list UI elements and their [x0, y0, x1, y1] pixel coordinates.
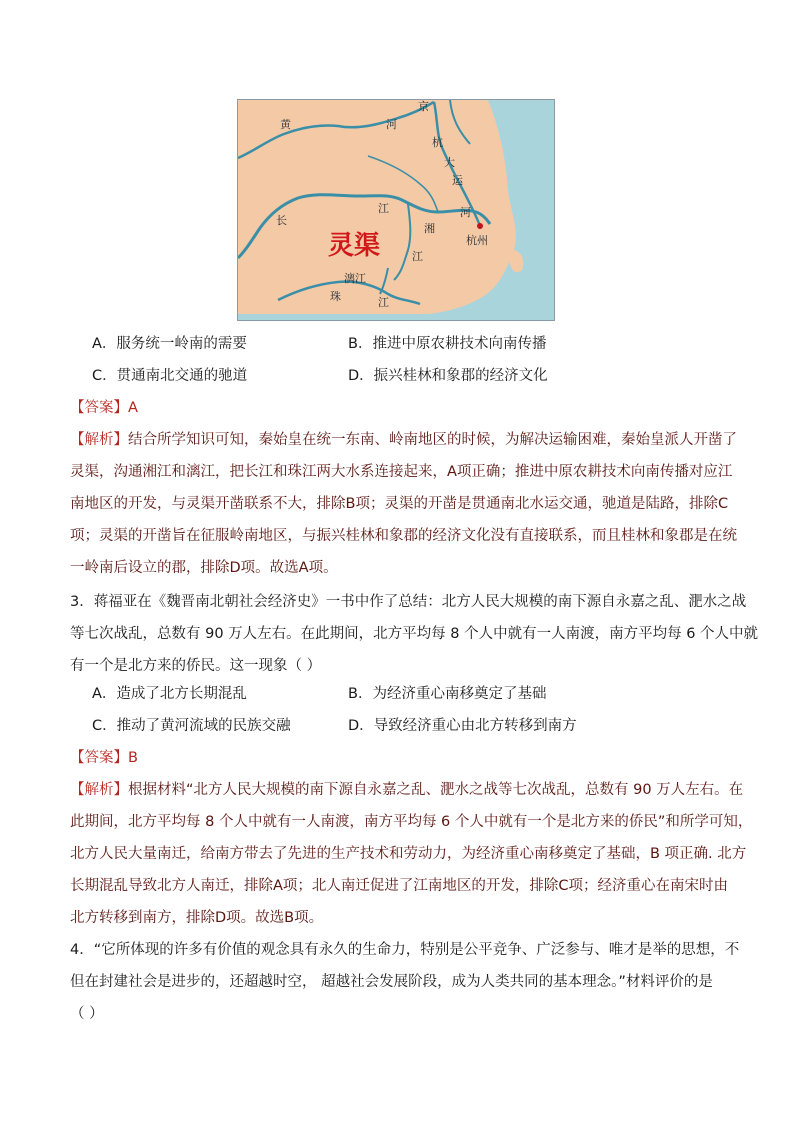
label-jiang3: 江 — [378, 296, 389, 309]
label-jiang1: 江 — [378, 202, 389, 215]
q3-option-b[interactable]: B．为经济重心南移奠定了基础 — [348, 686, 547, 702]
analysis-text: 结合所学知识可知，秦始皇在统一东南、岭南地区的时候，为解决运输困难，秦始皇派人开凿了 — [128, 432, 737, 448]
q4-stem-line-2: 但在封建社会是进步的，还超越时空， 超越社会发展阶段，成为人类共同的基本理念。”材料评价的是 — [70, 974, 713, 990]
analysis-tag: 【解析】 — [70, 432, 128, 448]
label-zhu: 珠 — [330, 290, 341, 303]
q3-option-d[interactable]: D．导致经济重心由北方转移到南方 — [348, 718, 577, 734]
map-svg — [238, 100, 554, 320]
q4-stem-line-3: （ ） — [70, 1006, 104, 1022]
label-he1: 河 — [386, 118, 397, 131]
island — [508, 250, 523, 272]
q2-option-d[interactable]: D．振兴桂林和象郡的经济文化 — [348, 368, 548, 384]
label-xiang: 湘 — [424, 222, 435, 235]
q2-analysis-line-2: 灵渠，沟通湘江和漓江，把长江和珠江两大水系连接起来，A项正确；推进中原农耕技术向南传播对应江 — [70, 464, 733, 480]
q2-analysis-line-4: 项；灵渠的开凿旨在征服岭南地区，与振兴桂林和象郡的经济文化没有直接联系，而且桂林和象郡是在统 — [70, 528, 737, 544]
q2-analysis-line-1 — [70, 430, 737, 450]
analysis-text: 根据材料“北方人民大规模的南下源自永嘉之乱、淝水之战等七次战乱，总数有 90 万人左右。在 — [128, 782, 744, 798]
label-li: 漓江 — [344, 272, 366, 285]
label-hang: 杭 — [432, 136, 443, 149]
q4-stem-line-1: 4．“它所体现的许多有价值的观念具有永久的生命力，特别是公平竞争、广泛参与、唯才是举的思想，不 — [70, 942, 740, 958]
q3-answer — [70, 748, 138, 768]
answer-tag: 【答案】 — [70, 750, 128, 766]
label-jiang2: 江 — [412, 250, 423, 263]
q2-option-c[interactable]: C．贯通南北交通的驰道 — [92, 368, 248, 384]
label-hangzhou: 杭州 — [466, 234, 488, 247]
q3-analysis-line-5: 北方转移到南方，排除D项。故选B项。 — [70, 910, 324, 926]
q3-analysis-line-2: 此期间，北方平均每 8 个人中就有一人南渡，南方平均每 6 个人中就有一个是北方来的侨民”和所学可知， — [70, 814, 753, 830]
map-figure-lingqu — [237, 99, 555, 321]
answer-value: A — [128, 400, 138, 416]
answer-tag: 【答案】 — [70, 400, 128, 416]
q2-analysis-line-5: 一岭南后设立的郡，排除D项。故选A项。 — [70, 560, 338, 576]
q3-analysis-line-1 — [70, 780, 743, 800]
q3-stem-line-1: 3．蒋福亚在《魏晋南北朝社会经济史》一书中作了总结：北方人民大规模的南下源自永嘉之乱、淝水之战 — [70, 594, 747, 610]
label-he2: 河 — [460, 206, 471, 219]
q2-option-b[interactable]: B．推进中原农耕技术向南传播 — [348, 336, 547, 352]
q2-answer — [70, 398, 138, 418]
label-huang: 黄 — [280, 118, 291, 131]
q2-option-a[interactable]: A．服务统一岭南的需要 — [92, 336, 247, 352]
hangzhou-dot — [477, 223, 483, 229]
analysis-tag: 【解析】 — [70, 782, 128, 798]
q3-analysis-line-3: 北方人民大量南迁，给南方带去了先进的生产技术和劳动力，为经济重心南移奠定了基础，B 项正确. 北方 — [70, 846, 747, 862]
label-jing: 京 — [418, 100, 429, 113]
q3-stem-line-3: 有一个是北方来的侨民。这一现象（ ） — [70, 658, 322, 674]
answer-value: B — [128, 750, 138, 766]
label-da: 大 — [444, 156, 455, 169]
q3-stem-line-2: 等七次战乱，总数有 90 万人左右。在此期间，北方平均每 8 个人中就有一人南渡，南方平均每 6 个人中就 — [70, 626, 759, 642]
q2-analysis-line-3: 南地区的开发，与灵渠开凿联系不大，排除B项；灵渠的开凿是贯通南北水运交通，驰道是陆路，排除C — [70, 496, 729, 512]
label-yun: 运 — [452, 174, 463, 187]
q3-option-a[interactable]: A．造成了北方长期混乱 — [92, 686, 247, 702]
map-title-lingqu: 灵渠 — [328, 231, 381, 261]
q3-option-c[interactable]: C．推动了黄河流域的民族交融 — [92, 718, 291, 734]
label-chang: 长 — [276, 214, 287, 227]
q3-analysis-line-4: 长期混乱导致北方人南迁，排除A项；北人南迁促进了江南地区的开发，排除C项；经济重心在南宋时由 — [70, 878, 729, 894]
